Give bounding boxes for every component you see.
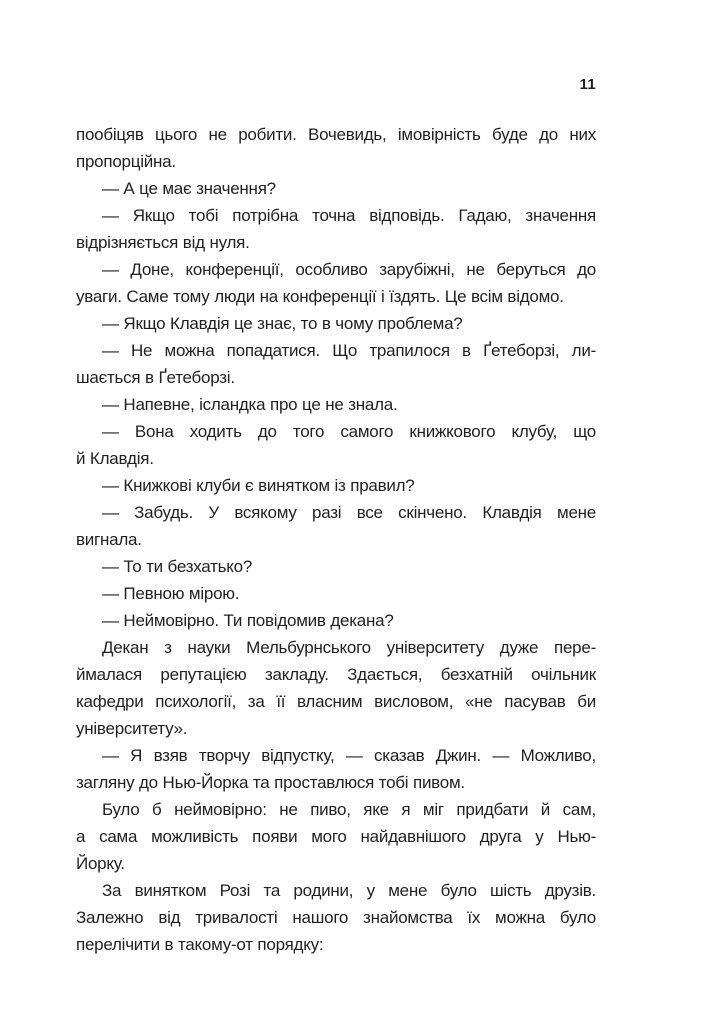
text-line: пропорційна. [76, 152, 176, 171]
text-line: — Книжкові клуби є винятком із правил? [102, 476, 415, 495]
text-line: — Я взяв творчу відпустку, — сказав Джин. — Можливо, [102, 746, 596, 765]
paragraph [76, 607, 596, 634]
text-line: Залежно від тривалості нашого знайомства їх можна було [76, 908, 596, 927]
text-line: університету». [76, 719, 188, 738]
paragraph [76, 553, 596, 580]
paragraph [76, 472, 596, 499]
paragraph [76, 634, 596, 742]
paragraph [76, 580, 596, 607]
text-line: шається в Ґетеборзі. [76, 368, 235, 387]
text-line: відрізняється від нуля. [76, 233, 250, 252]
text-line: уваги. Саме тому люди на конференції і їздять. Це всім відомо. [76, 287, 564, 306]
text-line: пообіцяв цього не робити. Вочевидь, імовірність буде до них [76, 125, 596, 144]
text-line: — А це має значення? [102, 179, 276, 198]
text-line: — Вона ходить до того самого книжкового клубу, що [102, 422, 596, 441]
body-text-block [76, 121, 596, 958]
paragraph [76, 256, 596, 310]
paragraph [76, 499, 596, 553]
paragraph [76, 310, 596, 337]
text-line: — Якщо тобі потрібна точна відповідь. Гадаю, значення [102, 206, 596, 225]
paragraph [76, 202, 596, 256]
page-number: 11 [579, 76, 596, 93]
paragraph [76, 742, 596, 796]
text-line: й Клавдія. [76, 449, 154, 468]
text-line: — Забудь. У всякому разі все скінчено. Клавдія мене [102, 503, 596, 522]
text-line: За винятком Розі та родини, у мене було шість друзів. [102, 881, 596, 900]
text-line: кафедри психології, за її власним висловом, «не пасував би [76, 692, 596, 711]
text-line: — Неймовірно. Ти повідомив декана? [102, 611, 394, 630]
text-line: — То ти безхатько? [102, 557, 253, 576]
text-line: Декан з науки Мельбурнського університету дуже пере- [102, 638, 596, 657]
paragraph [76, 391, 596, 418]
text-line: — Напевне, ісландка про це не знала. [102, 395, 398, 414]
paragraph [76, 877, 596, 958]
paragraph [76, 796, 596, 877]
text-line: вигнала. [76, 530, 142, 549]
text-line: ймалася репутацією закладу. Здається, безхатній очільник [76, 665, 596, 684]
paragraph [76, 418, 596, 472]
text-line: перелічити в такому-от порядку: [76, 935, 324, 954]
text-line: Було б неймовірно: не пиво, яке я міг придбати й сам, [102, 800, 596, 819]
text-line: — Певною мірою. [102, 584, 240, 603]
text-line: — Доне, конференції, особливо зарубіжні, не беруться до [102, 260, 596, 279]
text-line: — Не можна попадатися. Що трапилося в Ґетеборзі, ли- [102, 341, 596, 360]
paragraph [76, 121, 596, 175]
text-line: — Якщо Клавдія це знає, то в чому проблема? [102, 314, 463, 333]
paragraph [76, 337, 596, 391]
text-line: а сама можливість появи мого найдавнішого друга у Нью- [76, 827, 596, 846]
text-line: загляну до Нью-Йорка та проставлюся тобі пивом. [76, 773, 465, 792]
text-line: Йорку. [76, 854, 125, 873]
paragraph [76, 175, 596, 202]
